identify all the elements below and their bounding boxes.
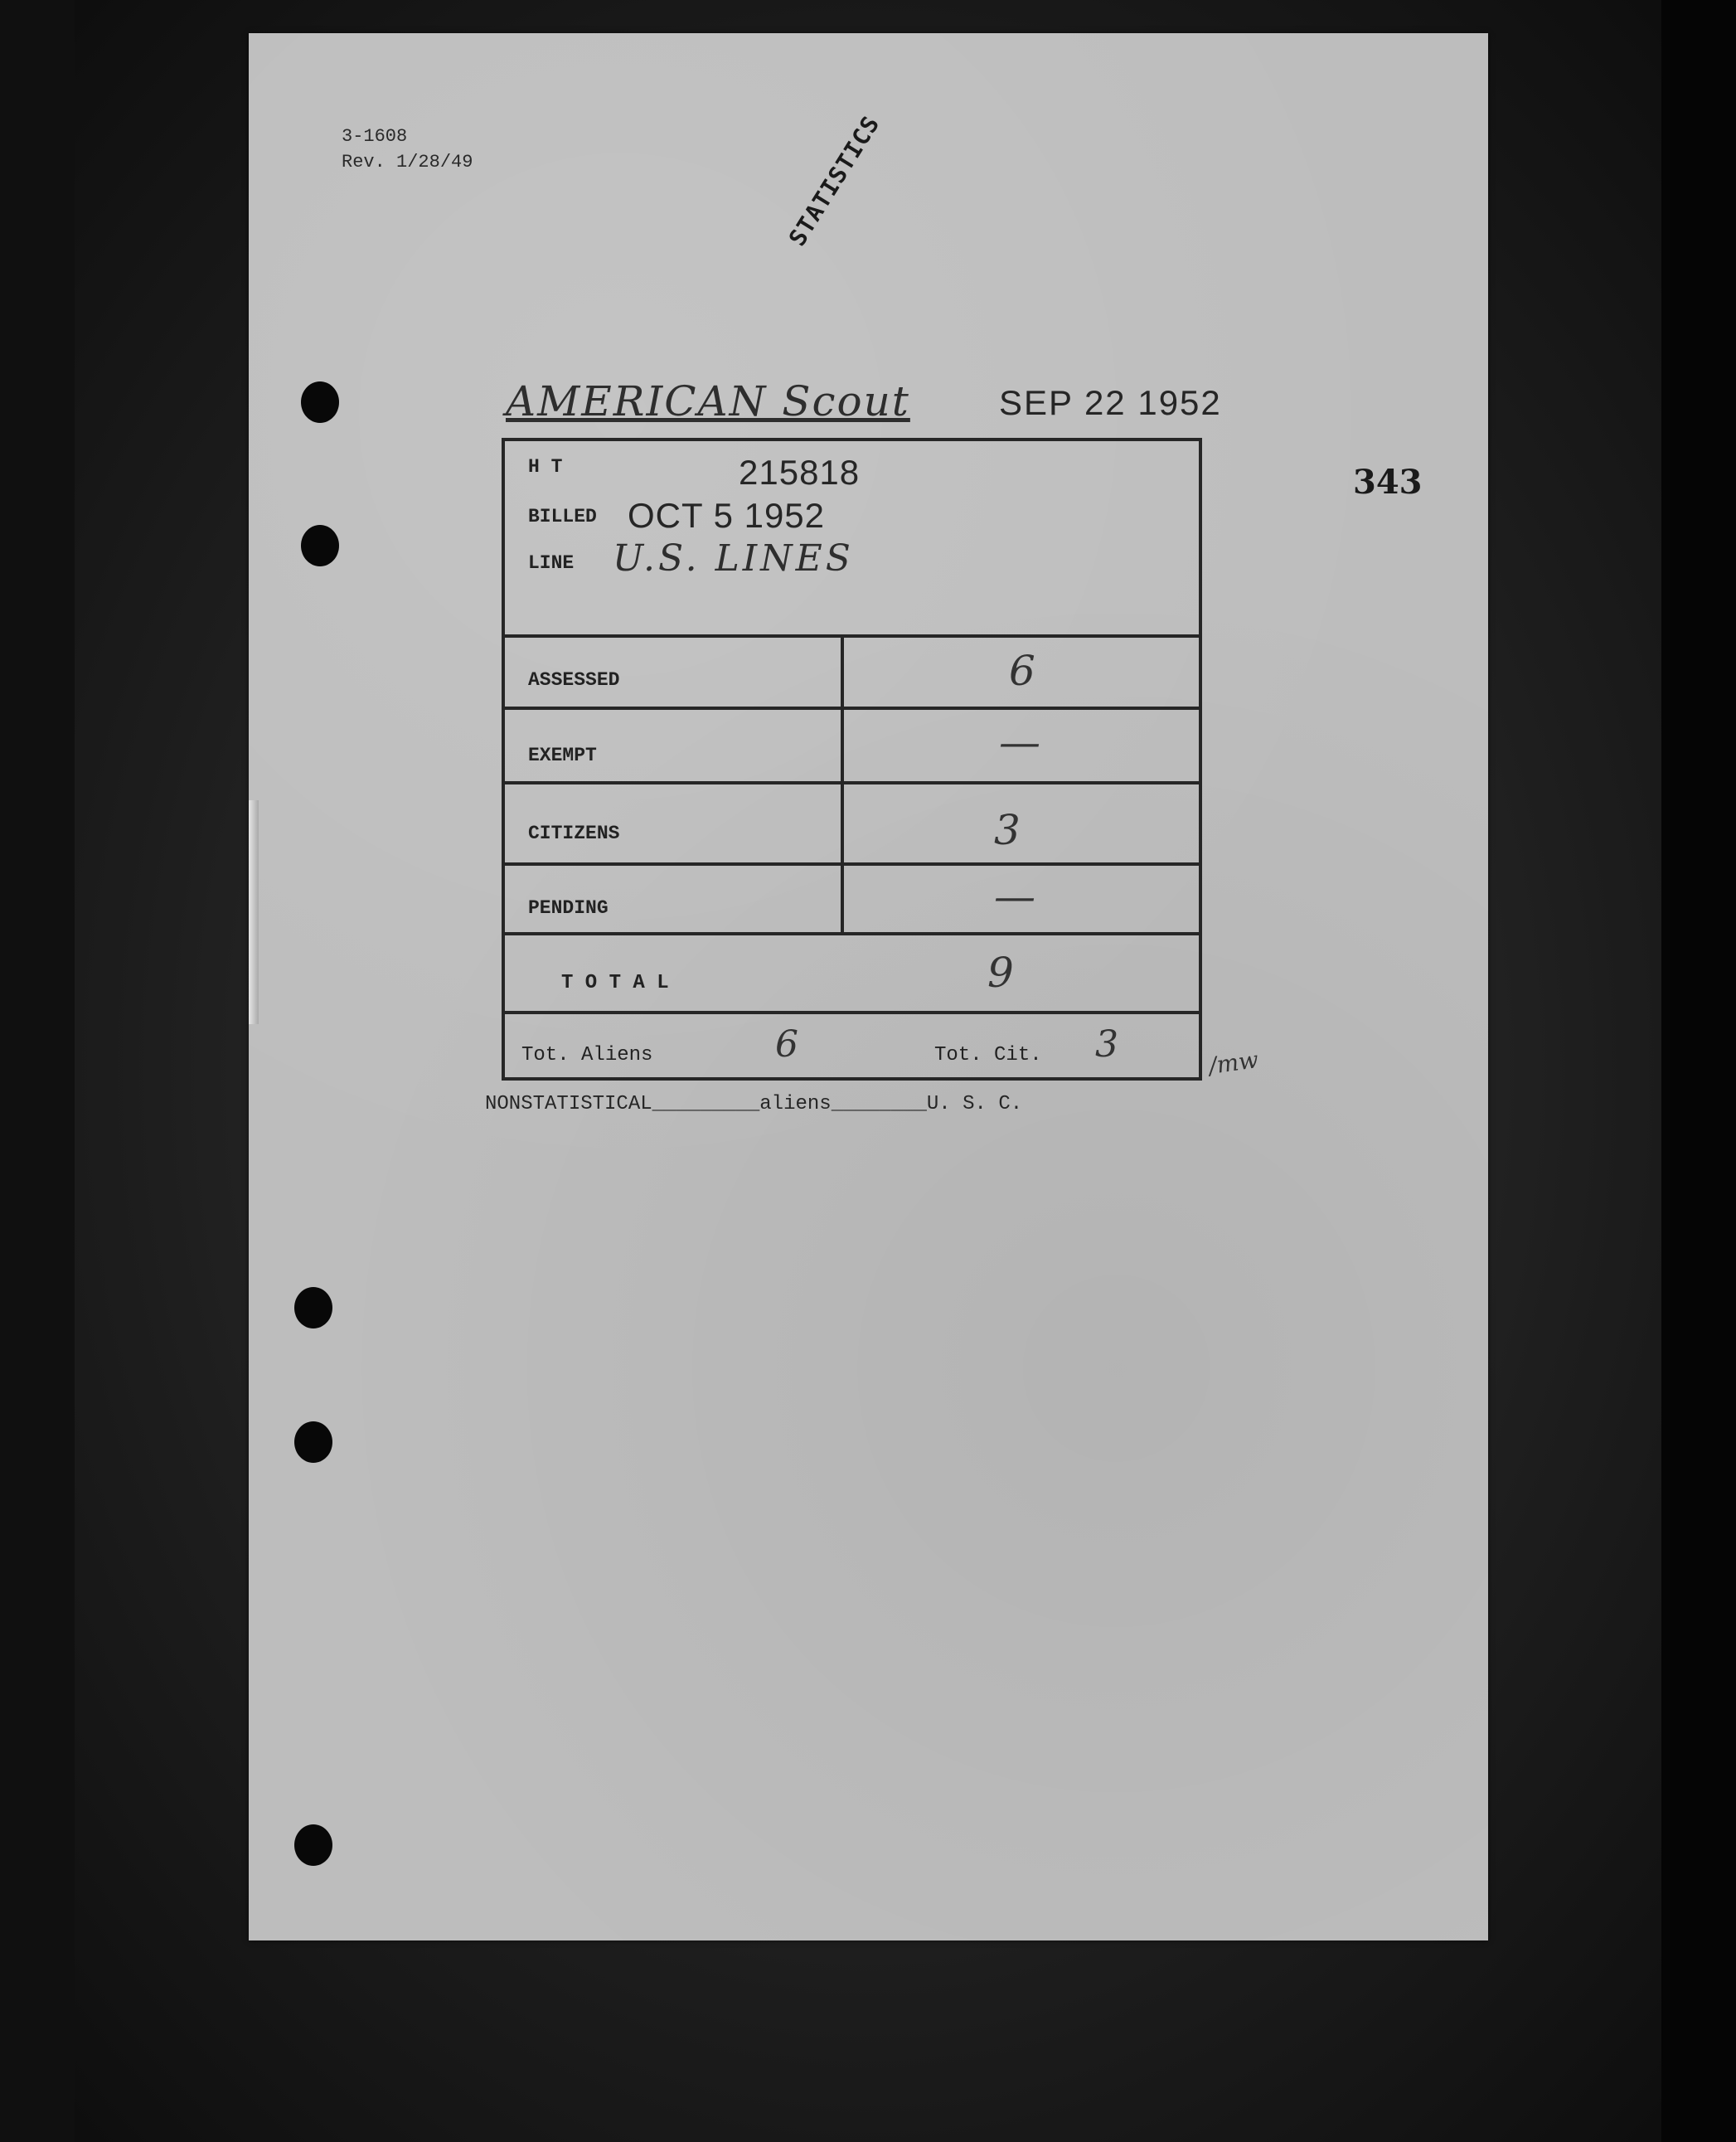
rule — [505, 707, 1199, 710]
total-value: 9 — [987, 949, 1014, 997]
page-number: 343 — [1353, 463, 1423, 502]
punch-hole-icon — [301, 525, 339, 566]
total-citizens-label: Tot. Cit. — [934, 1044, 1042, 1066]
column-divider — [841, 634, 844, 935]
footer-blank: _________ — [652, 1093, 760, 1115]
rule — [505, 781, 1199, 784]
punch-hole-icon — [294, 1421, 332, 1463]
statistics-form — [502, 438, 1202, 1081]
rule — [505, 1011, 1199, 1014]
punch-hole-icon — [301, 381, 339, 423]
form-number: 3-1608 — [342, 126, 408, 147]
form-revision: Rev. 1/28/49 — [342, 152, 473, 172]
rule — [505, 862, 1199, 866]
punch-hole-icon — [294, 1287, 332, 1328]
total-citizens-value: 3 — [1095, 1023, 1118, 1066]
total-aliens-label: Tot. Aliens — [521, 1044, 653, 1066]
film-edge-left — [0, 0, 75, 2142]
statistics-stamp: STATISTICS — [783, 110, 885, 251]
footer-aliens-label: aliens — [759, 1093, 832, 1115]
total-aliens-value: 6 — [775, 1023, 798, 1066]
received-date-stamp: SEP 22 1952 — [999, 383, 1222, 422]
total-label: T O T A L — [561, 972, 669, 994]
film-edge-right — [1661, 0, 1736, 2142]
ht-number: 215818 — [739, 453, 861, 492]
row-label-pending: PENDING — [528, 897, 609, 919]
row-value-citizens: 3 — [994, 806, 1021, 854]
punch-hole-icon — [294, 1824, 332, 1866]
clerk-initials: /mw — [1206, 1045, 1260, 1081]
line-label: LINE — [528, 552, 575, 574]
ship-name: AMERICAN Scout — [506, 377, 910, 425]
row-label-assessed: ASSESSED — [528, 669, 620, 691]
billed-label: BILLED — [528, 506, 597, 527]
billed-date: OCT 5 1952 — [628, 496, 826, 535]
row-value-exempt: — — [999, 718, 1040, 766]
line-name: U.S. LINES — [613, 537, 854, 580]
nonstatistical-label: NONSTATISTICAL — [485, 1093, 652, 1115]
row-value-pending: — — [994, 872, 1035, 920]
row-label-exempt: EXEMPT — [528, 745, 597, 766]
row-label-citizens: CITIZENS — [528, 823, 620, 844]
rule — [505, 634, 1199, 638]
footer-blank: ________ — [831, 1093, 927, 1115]
rule — [505, 932, 1199, 935]
paper-fold — [249, 800, 259, 1024]
ht-label: H T — [528, 456, 563, 478]
row-value-assessed: 6 — [1009, 647, 1035, 695]
footer-usc-label: U. S. C. — [926, 1093, 1023, 1115]
nonstatistical-line — [485, 1093, 1022, 1115]
